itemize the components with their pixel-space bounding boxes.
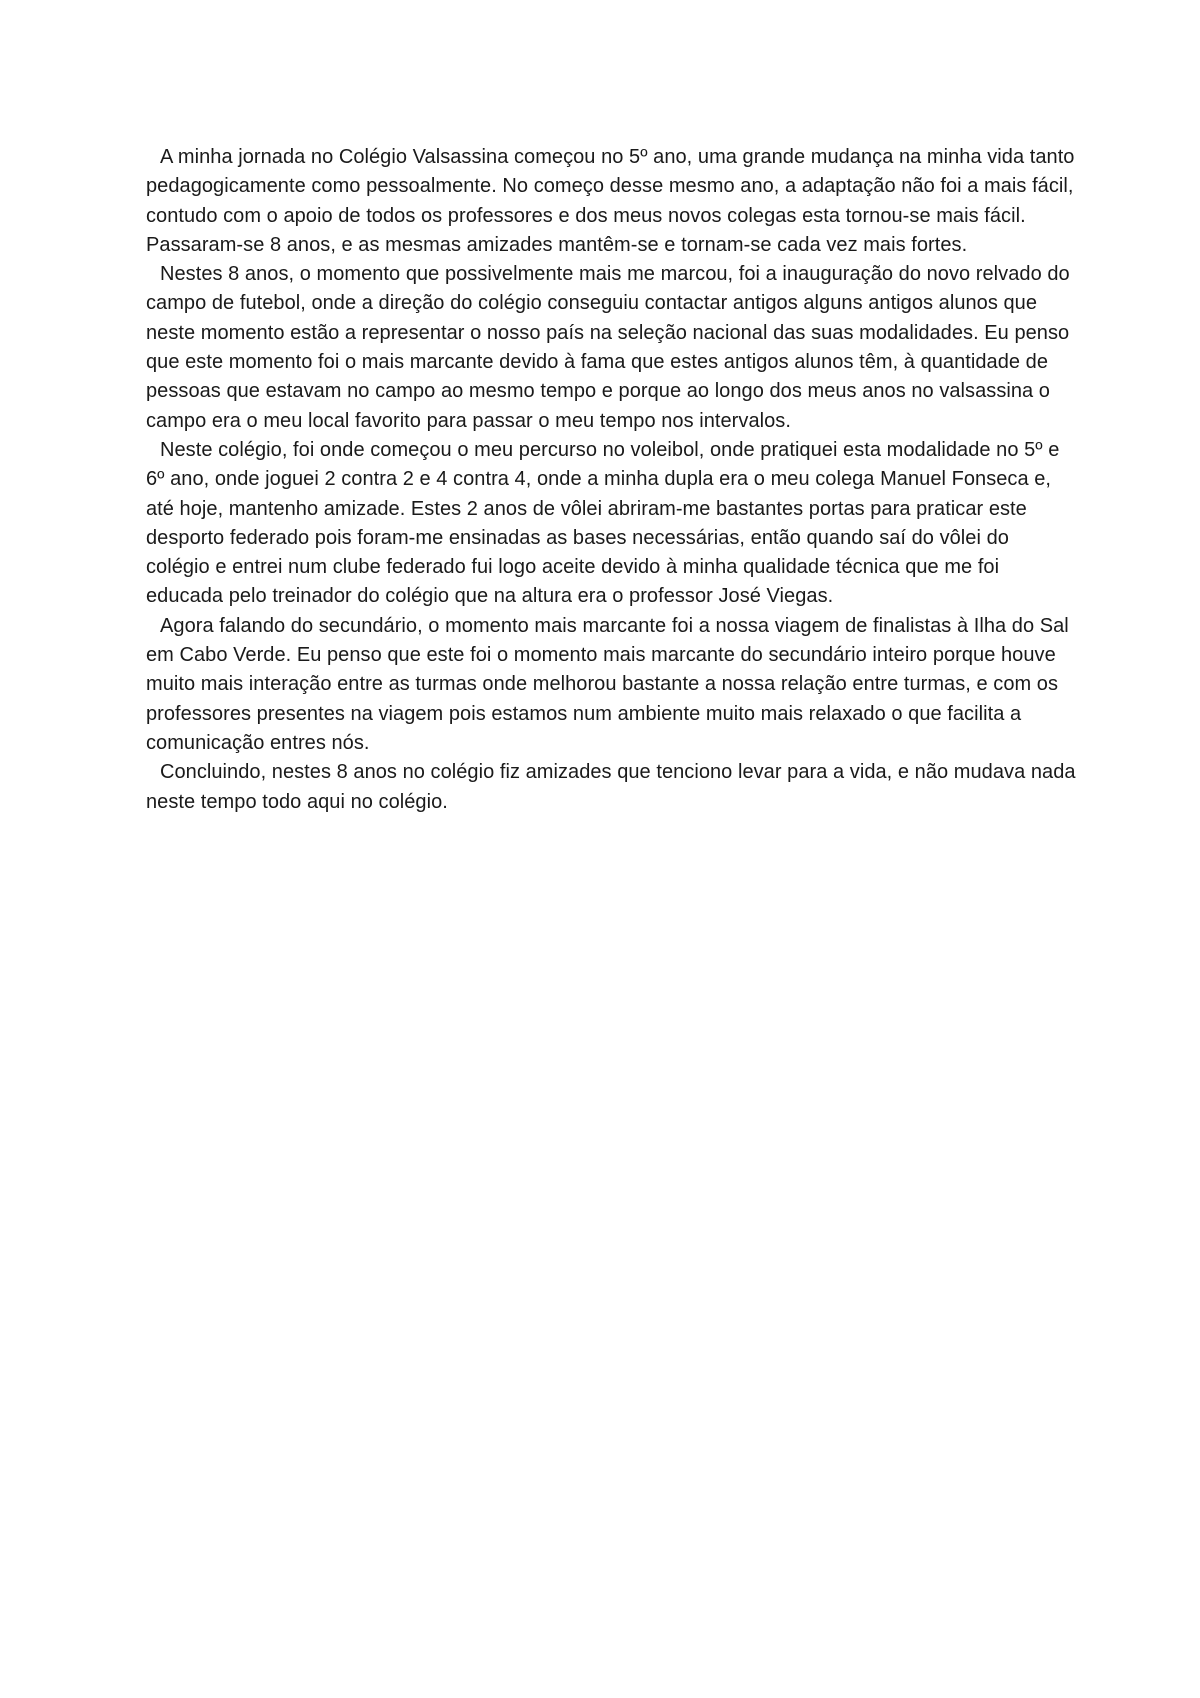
paragraph-intro: A minha jornada no Colégio Valsassina começou no 5º ano, uma grande mudança na minha vida tanto pedagogicamente como pessoalmente. No começo desse mesmo ano, a adaptação não foi a mais fácil, contudo com o apoio de todos os professores e dos meus novos colegas esta tornou-se mais fácil. Passaram-se 8 anos, e as mesmas amizades mantêm-se e tornam-se cada vez mais fortes. xyxy=(146,146,1075,256)
paragraph-conclusao: Concluindo, nestes 8 anos no colégio fiz amizades que tenciono levar para a vida, e não mudava nada neste tempo todo aqui no colégio. xyxy=(146,761,1076,813)
paragraph-secundario: Agora falando do secundário, o momento mais marcante foi a nossa viagem de finalistas à Ilha do Sal em Cabo Verde. Eu penso que este foi o momento mais marcante do secundário inteiro porque houve muito mais interação entre as turmas onde melhorou bastante a nossa relação entre turmas, e com os professores presentes na viagem pois estamos num ambiente muito mais relaxado o que facilita a comunicação entres nós. xyxy=(146,614,1069,754)
document-body xyxy=(146,143,1076,817)
paragraph-relvado: Nestes 8 anos, o momento que possivelmente mais me marcou, foi a inauguração do novo relvado do campo de futebol, onde a direção do colégio conseguiu contactar antigos alguns antigos alunos que neste momento estão a representar o nosso país na seleção nacional das suas modalidades. Eu penso que este momento foi o mais marcante devido à fama que estes antigos alunos têm, à quantidade de pessoas que estavam no campo ao mesmo tempo e porque ao longo dos meus anos no valsassina o campo era o meu local favorito para passar o meu tempo nos intervalos. xyxy=(146,263,1070,432)
paragraph-voleibol: Neste colégio, foi onde começou o meu percurso no voleibol, onde pratiquei esta modalidade no 5º e 6º ano, onde joguei 2 contra 2 e 4 contra 4, onde a minha dupla era o meu colega Manuel Fonseca e, até hoje, mantenho amizade. Estes 2 anos de vôlei abriram-me bastantes portas para praticar este desporto federado pois foram-me ensinadas as bases necessárias, então quando saí do vôlei do colégio e entrei num clube federado fui logo aceite devido à minha qualidade técnica que me foi educada pelo treinador do colégio que na altura era o professor José Viegas. xyxy=(146,438,1060,608)
